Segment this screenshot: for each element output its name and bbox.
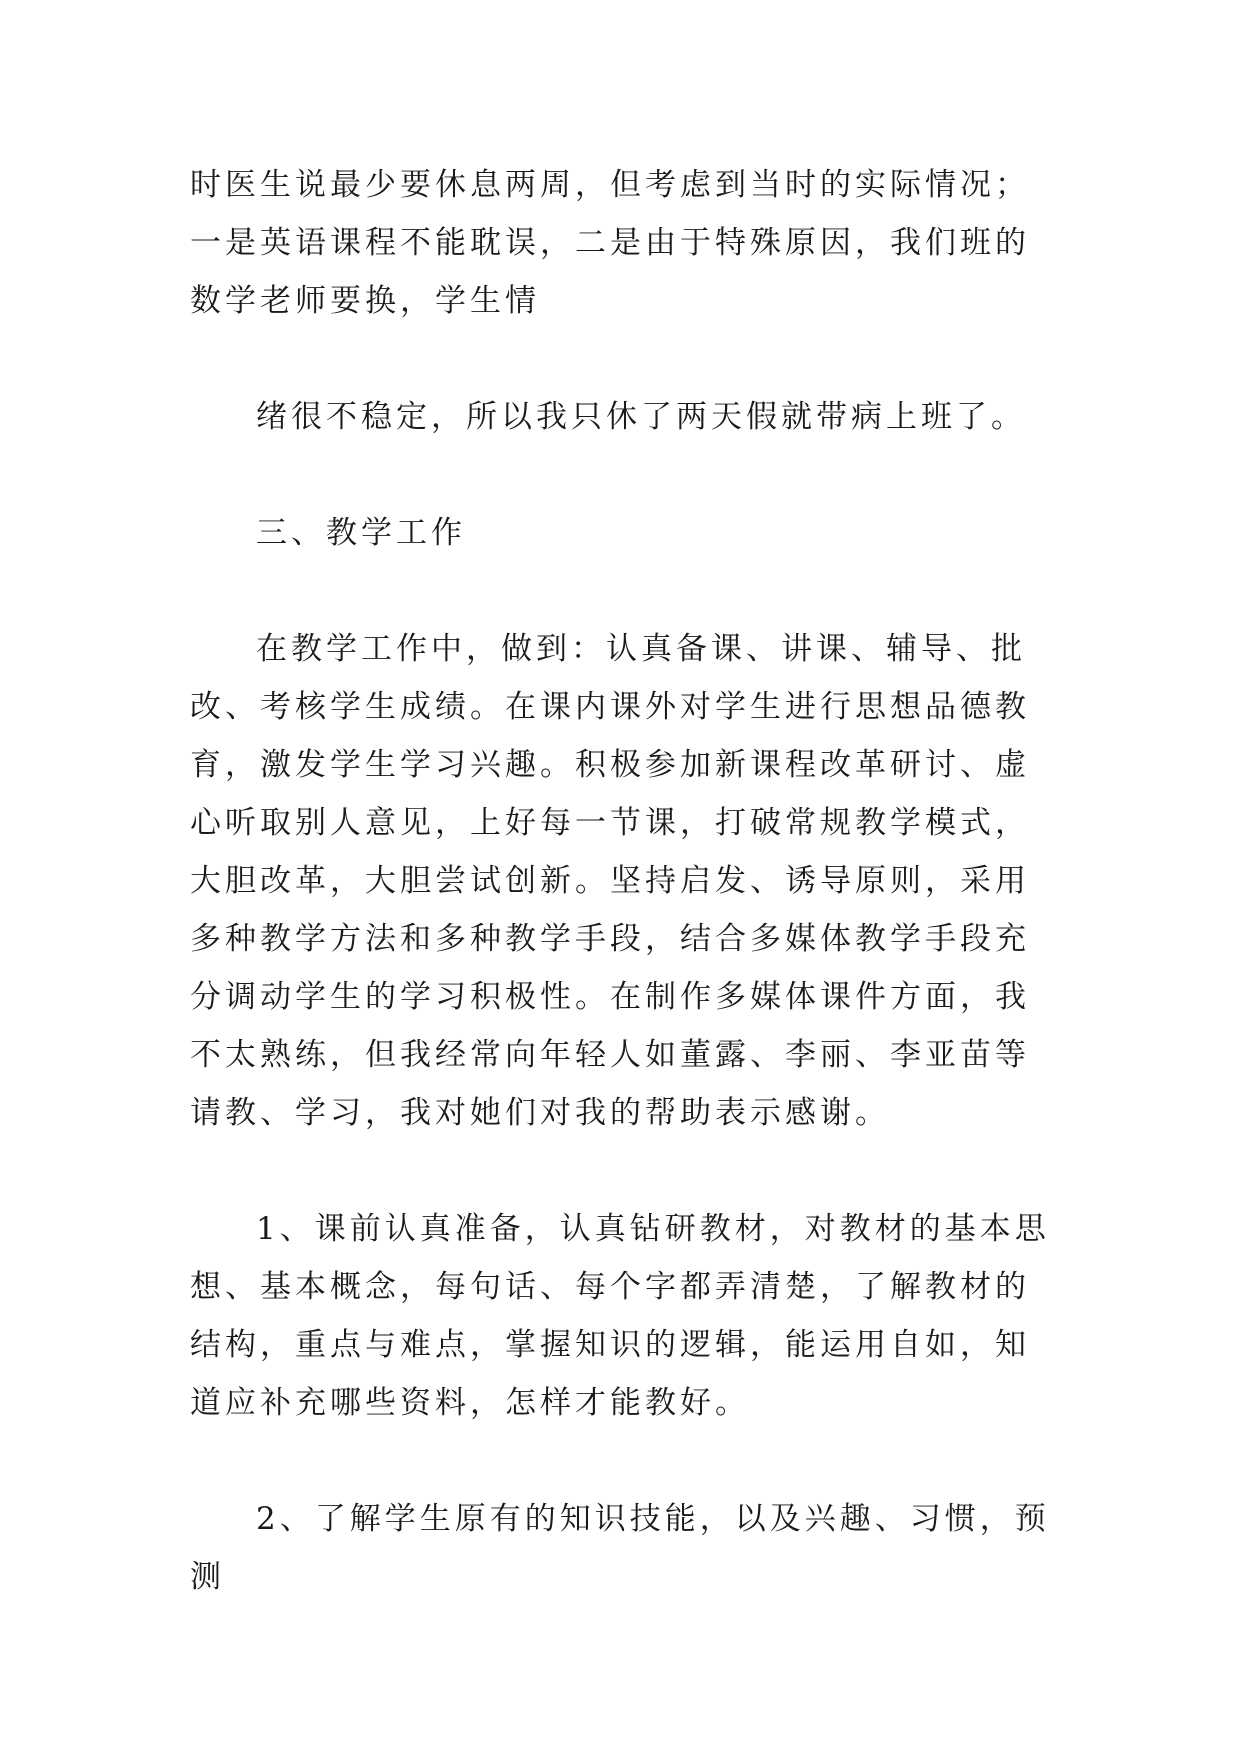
paragraph-item-2: 2、了解学生原有的知识技能，以及兴趣、习惯，预测: [190, 1501, 1050, 1595]
paragraph-teaching-work: 在教学工作中，做到：认真备课、讲课、辅导、批改、考核学生成绩。在课内课外对学生进行思想品德教育，激发学生学习兴趣。积极参加新课程改革研讨、虚心听取别人意见，上好每一节课，打破常规教学模式，大胆改革，大胆尝试创新。坚持启发、诱导原则，采用多种教学方法和多种教学手段，结合多媒体教学手段充分调动学生的学习积极性。在制作多媒体课件方面，我不太熟练，但我经常向年轻人如董露、李丽、李亚苗等请教、学习，我对她们对我的帮助表示感谢。: [190, 631, 1030, 1131]
paragraph-continued-text: 时医生说最少要休息两周，但考虑到当时的实际情况；一是英语课程不能耽误，二是由于特殊原因，我们班的数学老师要换，学生情: [190, 167, 1030, 319]
section-heading-teaching-work: 三、教学工作: [256, 515, 466, 551]
paragraph-item-1: 1、课前认真准备，认真钻研教材，对教材的基本思想、基本概念，每句话、每个字都弄清楚，了解教材的结构，重点与难点，掌握知识的逻辑，能运用自如，知道应补充哪些资料，怎样才能教好。: [190, 1211, 1050, 1421]
paragraph-continuation: 绪很不稳定，所以我只休了两天假就带病上班了。: [256, 399, 1026, 435]
document-body: [190, 156, 1050, 1606]
